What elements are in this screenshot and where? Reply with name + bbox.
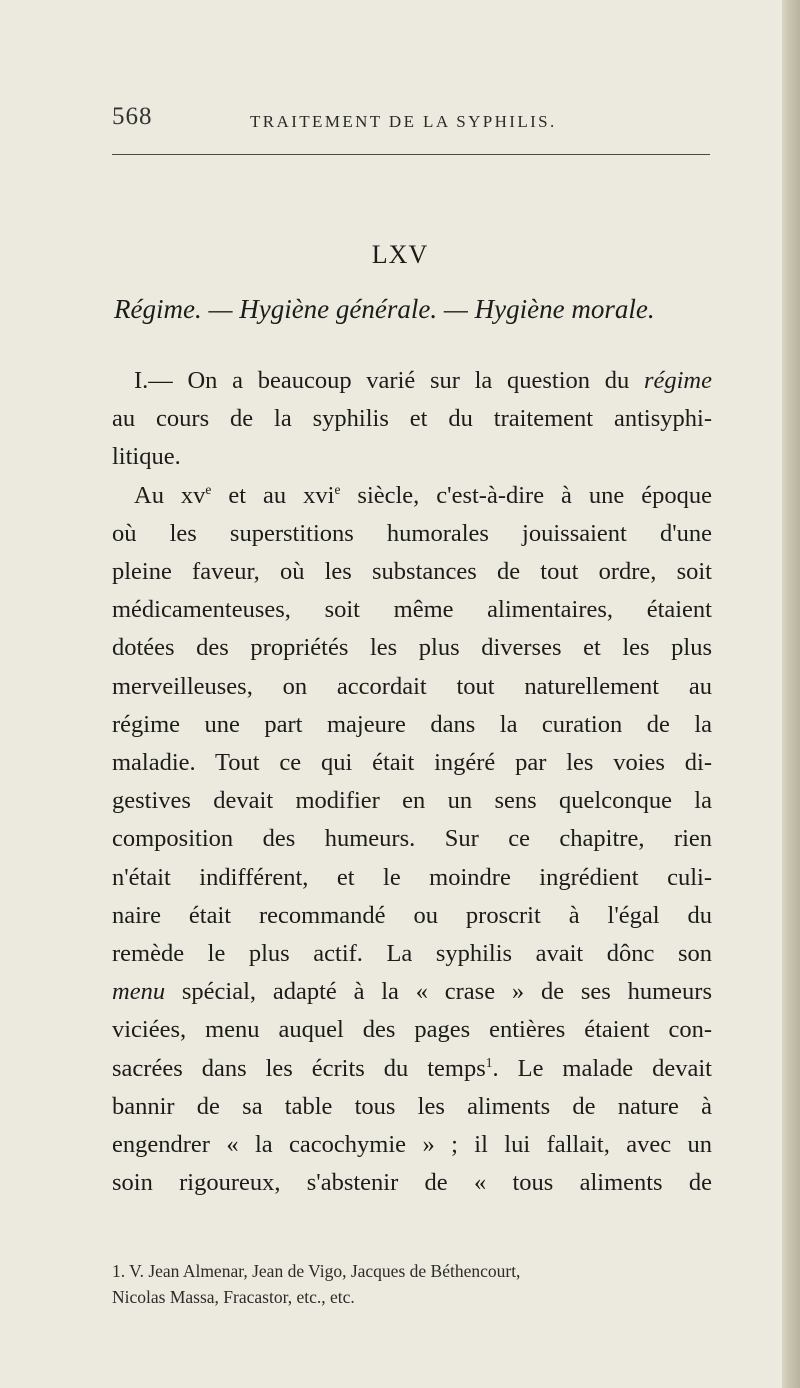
text-line: I.— On a beaucoup varié sur la question du régime bbox=[134, 367, 712, 394]
text-line: dotées des propriétés les plus diverses et les plus bbox=[112, 634, 712, 662]
text-line: médicamenteuses, soit même alimentaires, étaient bbox=[112, 596, 712, 624]
body-text bbox=[112, 362, 712, 1202]
text-line: régime une part majeure dans la curation de la bbox=[112, 710, 712, 738]
text-line: menu spécial, adapté à la « crase » de ses humeurs bbox=[112, 978, 712, 1006]
text-line: soin rigoureux, s'abstenir de « tous aliments de bbox=[112, 1169, 712, 1197]
chapter-number: LXV bbox=[371, 240, 429, 269]
text-line: viciées, menu auquel des pages entières étaient con- bbox=[112, 1016, 712, 1044]
footnote bbox=[112, 1258, 712, 1310]
text-line: gestives devait modifier en un sens quelconque la bbox=[112, 787, 712, 815]
footnote-line: Nicolas Massa, Fracastor, etc., etc. bbox=[112, 1287, 355, 1307]
running-title: TRAITEMENT DE LA SYPHILIS. bbox=[250, 112, 557, 131]
text-line: composition des humeurs. Sur ce chapitre, rien bbox=[112, 825, 712, 853]
text-line: n'était indifférent, et le moindre ingrédient culi- bbox=[112, 863, 712, 891]
page-spine-edge bbox=[782, 0, 800, 1388]
text-line: naire était recommandé ou proscrit à l'égal du bbox=[112, 901, 712, 929]
text-line: où les superstitions humorales jouissaient d'une bbox=[112, 519, 712, 547]
text-line: engendrer « la cacochymie » ; il lui fallait, avec un bbox=[112, 1131, 712, 1159]
text-line: remède le plus actif. La syphilis avait dônc son bbox=[112, 940, 712, 968]
text-line: Au $xv^e$ et au xvi$^e$ siècle, c'est-à-dire à une époque bbox=[134, 481, 712, 509]
footnote-marker: 1 bbox=[485, 1054, 493, 1070]
page-number: 568 bbox=[112, 103, 153, 130]
text-line: pleine faveur, où les substances de tout ordre, soit bbox=[112, 558, 712, 586]
text-line: merveilleuses, on accordait tout naturellement au bbox=[112, 672, 712, 700]
chapter-title: Régime. — Hygiène générale. — Hygiène morale. bbox=[114, 294, 655, 324]
text-line: litique. bbox=[112, 443, 181, 471]
text-line: maladie. Tout ce qui était ingéré par les voies di- bbox=[112, 749, 712, 777]
header-rule bbox=[112, 154, 710, 155]
text-line: sacrées dans les écrits du temps$^1$. Le malade devait bbox=[112, 1054, 712, 1082]
text-line: au cours de la syphilis et du traitement antisyphi- bbox=[112, 405, 712, 433]
footnote-line: 1. V. Jean Almenar, Jean de Vigo, Jacques de Béthencourt, bbox=[112, 1261, 521, 1281]
text-line: bannir de sa table tous les aliments de nature à bbox=[112, 1092, 712, 1120]
